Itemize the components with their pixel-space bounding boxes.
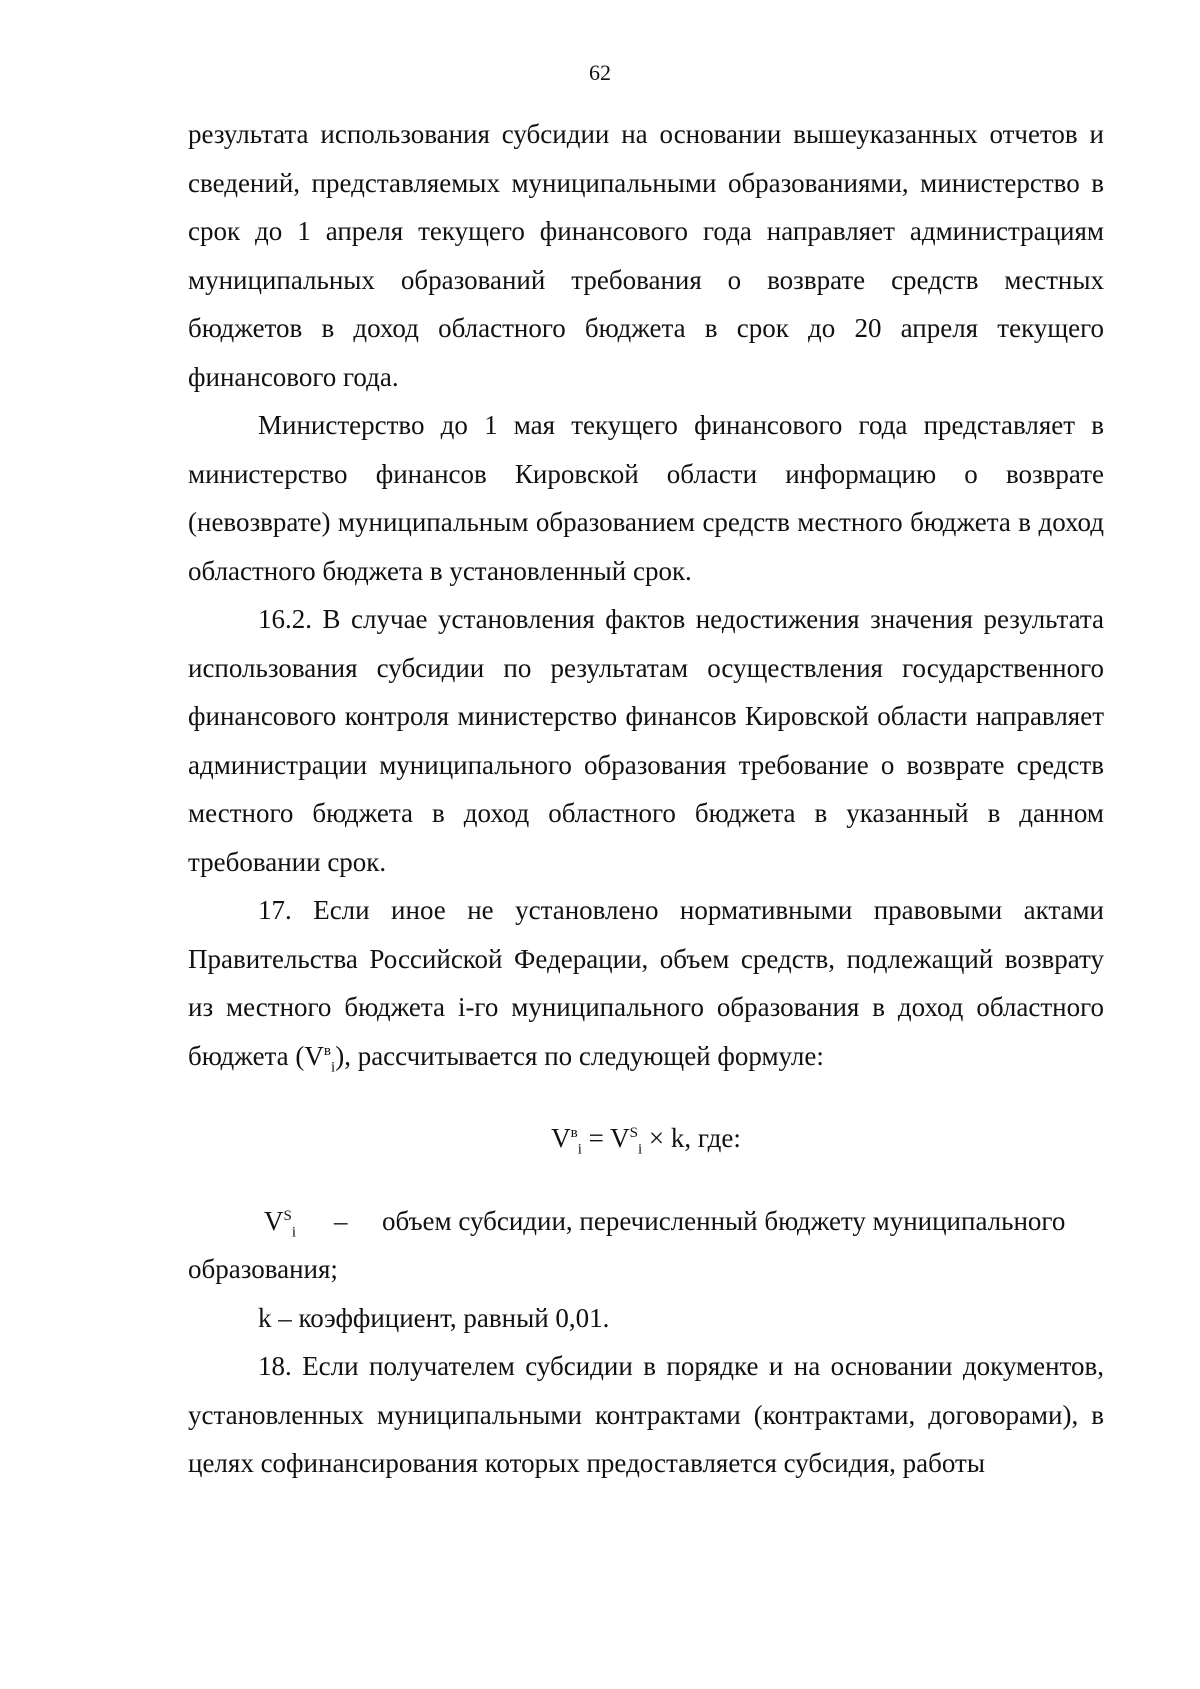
definition-continuation: образования; bbox=[188, 1254, 338, 1284]
definition-k: k – коэффициент, равный 0,01. bbox=[258, 1302, 610, 1333]
formula-equals: = bbox=[581, 1123, 611, 1153]
paragraph-continuation: результата использования субсидии на основании вышеуказанных отчетов и сведений, представляемых муниципальными образованиями, министерство в срок до 1 апреля текущего финансового года направляет администрациям муниципальных образований требования о возврате средств местных бюджетов в доход областного бюджета в срок до 20 апреля текущего финансового года. bbox=[188, 119, 1104, 392]
inline-formula-symbol: $(V^в_i)$ bbox=[295, 1040, 345, 1075]
definition-vs bbox=[188, 1197, 1104, 1246]
paragraph-17-tail: , рассчитывается по следующей формуле: bbox=[344, 1040, 824, 1071]
definition-text: объем субсидии, перечисленный бюджету муниципального bbox=[382, 1205, 1066, 1236]
definition-symbol: $V^S_i$ bbox=[264, 1205, 297, 1240]
page-number: 62 bbox=[589, 60, 611, 85]
paragraph-17-text: 17. Если иное не установлено нормативными правовыми актами Правительства Российской Федерации, объем средств, подлежащий возврату из местного бюджета i-го муниципального образования в доход областного бюджета bbox=[188, 895, 1104, 1071]
document-body bbox=[188, 110, 1104, 1488]
formula-lhs: $V^в_i$ bbox=[551, 1123, 582, 1158]
definition-dash: – bbox=[334, 1205, 348, 1236]
formula bbox=[188, 1114, 1104, 1163]
formula-tail: × k, где: bbox=[642, 1123, 741, 1153]
paragraph-ministry-report: Министерство до 1 мая текущего финансового года представляет в министерство финансов Кировской области информацию о возврате (невозврате) муниципальным образованием средств местного бюджета в доход областного бюджета в установленный срок. bbox=[188, 410, 1104, 586]
formula-rhs: $V^S_i$ bbox=[610, 1123, 643, 1158]
paragraph-18: 18. Если получателем субсидии в порядке и на основании документов, установленных муниципальными контрактами (контрактами, договорами), в целях софинансирования которых предоставляется субсидия, работы bbox=[188, 1351, 1104, 1478]
paragraph-17 bbox=[188, 886, 1104, 1080]
paragraph-16-2: 16.2. В случае установления фактов недостижения значения результата использования субсидии по результатам осуществления государственного финансового контроля министерство финансов Кировской области направляет администрации муниципального образования требование о возврате средств местного бюджета в доход областного бюджета в указанный в данном требовании срок. bbox=[188, 604, 1104, 877]
